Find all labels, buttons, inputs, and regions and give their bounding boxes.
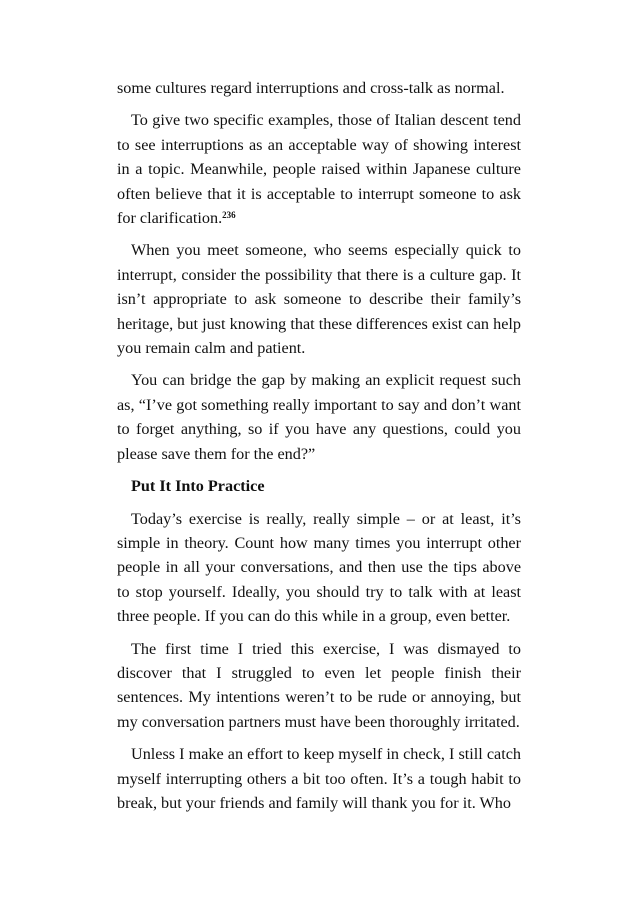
section-heading: Put It Into Practice (131, 477, 265, 496)
footnote-reference[interactable]: 236 (222, 210, 236, 221)
paragraph-culture-gap: When you meet someone, who seems especially quick to interrupt, consider the possibility that there is a culture gap. It isn’t appropriate to ask someone to describe their family’s heritage, but just knowing that these differences exist can help you remain calm and patient. (117, 241, 521, 358)
paragraph-unless: Unless I make an effort to keep myself in check, I still catch myself interrupting others a bit too often. It’s a tough habit to break, but your friends and family will thank you for it. Who (117, 745, 521, 812)
paragraph-exercise: Today’s exercise is really, really simple – or at least, it’s simple in theory. Count how many times you interrupt other people in all your conversations, and then use the tips above to stop yourself. Ideally, you should try to talk with at least three people. If you can do this while in a group, even better. (117, 509, 521, 626)
page-body (117, 76, 521, 823)
paragraph-continuation: some cultures regard interruptions and cross-talk as normal. (117, 79, 505, 97)
paragraph-first-time: The first time I tried this exercise, I was dismayed to discover that I struggled to even let people finish their sentences. My intentions weren’t to be rude or annoying, but my conversation partners must have been thoroughly irritated. (117, 639, 521, 731)
paragraph-examples-text: To give two specific examples, those of Italian descent tend to see interruptions as an acceptable way of showing interest in a topic. Meanwhile, people raised within Japanese culture often believe that it is acceptable to interrupt someone to ask for clarification. (117, 111, 521, 228)
paragraph-bridge-gap: You can bridge the gap by making an explicit request such as, “I’ve got something really important to say and don’t want to forget anything, so if you have any questions, could you please save them for the end?” (117, 371, 521, 463)
paragraph-examples (117, 108, 521, 230)
